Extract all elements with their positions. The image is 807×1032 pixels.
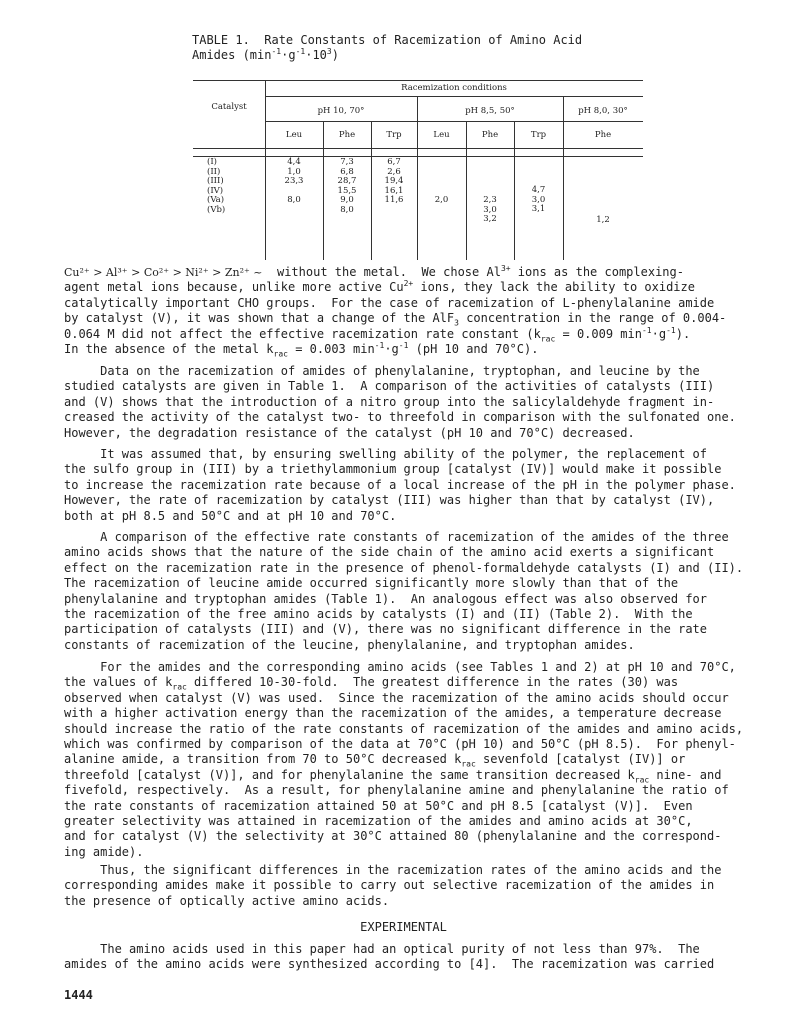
group-header-ph85: pH 8,5, 50° (465, 106, 515, 116)
rate-constants-table (193, 80, 643, 262)
paragraph-catalyst-data: Data on the racemization of amides of phenylalanine, tryptophan, and leucine by the studied catalysts are given in Table 1. A comparison of the activities of catalysts (III) and (V) shows that the introduction of a nitro group into the salicylaldehyde fragment in- creased the activity of the catalyst two- to threefold in comparison with the sulfonated one. However, the degradation resistance of the catalyst (pH 10 and 70°C) decreased. (64, 364, 736, 440)
paragraph-conclusion: Thus, the significant differences in the racemization rates of the amino acids and the corresponding amides make it possible to carry out selective racemization of the amides in the presence of optically active amino acids. (64, 863, 722, 908)
subheader-phe: Phe (481, 130, 499, 140)
subheader-phe: Phe (338, 130, 356, 140)
subheader-leu: Leu (433, 130, 450, 140)
paragraph-metal-ions: Cu²⁺ > Al³⁺ > Co²⁺ > Ni²⁺ > Zn²⁺ ~ without the metal. We chose $Al^{3+}$ ions as the complexing- agent metal ions because, unlike more active $Cu^{2+}$ ions, they lack the ability to oxidize catalytically important CHO groups. For the case of racemization of L-phenylalanine amide by catalyst (V), it was shown that a change of the AlF$_3$ concentration in the range of 0.004- 0.064 M did not affect the effective racemization rate constant ($k_{rac} = 0.009$ $\min^{-1}\cdot g^{-1}$). In the absence of the metal $k_{rac} = 0.003$ $\min^{-1}\cdot g^{-1}$ (pH 10 and 70°C). (64, 264, 727, 359)
column-phe-ph80: 1,2 (596, 215, 610, 225)
catalyst-label: (Va) (207, 195, 225, 205)
section-heading-experimental: EXPERIMENTAL (360, 920, 447, 934)
subheader-phe: Phe (594, 130, 612, 140)
paragraph-swelling: It was assumed that, by ensuring swelling ability of the polymer, the replacement of the sulfo group in (III) by a triethylammonium group [catalyst (IV)] would make it possible to increase the racemization rate because of a local increase of the pH in the polymer phase. However, the rate of racemization by catalyst (III) was higher than that by catalyst (IV), both at pH 8.5 and 50°C and at pH 10 and 70°C. (64, 447, 736, 523)
column-leu-ph85: 2,0 (434, 195, 449, 205)
catalyst-label: (Vb) (207, 204, 226, 215)
subheader-trp: Trp (386, 130, 402, 140)
column-leu-ph10: 4,4 1,0 23,3 8,0 (284, 157, 304, 205)
column-phe-ph85: 2,3 3,0 3,2 (483, 195, 497, 224)
caption-line-2: Amides $(\min^{-1}\cdot g^{-1}\cdot 10^3)$ (192, 47, 339, 62)
paragraph-experimental: The amino acids used in this paper had an optical purity of not less than 97%. The amides of the amino acids were synthesized according to [4]. The racemization was carried (64, 942, 715, 972)
paragraph-comparison: A comparison of the effective rate constants of racemization of the amides of the three amino acids shows that the nature of the side chain of the amino acid exerts a significant effect on the racemization rate in the presence of phenol-formaldehyde catalysts (I) and (II). The racemization of leucine amide occurred significantly more slowly than that of the phenylalanine and tryptophan amides (Table 1). An analogous effect was also observed for the racemization of the free amino acids by catalysts (I) and (II) (Table 2). With the participation of catalysts (III) and (V), there was no significant difference in the rate constants of racemization of the leucine, phenylalanine, and tryptophan amides. (64, 530, 744, 652)
spanner-header: Racemization conditions (401, 83, 507, 93)
catalyst-label: (I) (207, 157, 217, 167)
caption-line-1: TABLE 1. Rate Constants of Racemization of Amino Acid (192, 33, 583, 47)
column-phe-ph10: 7,3 6,8 28,7 15,5 9,0 8,0 (337, 157, 357, 215)
group-header-ph10: pH 10, 70° (317, 106, 365, 116)
catalyst-label: (II) (207, 166, 221, 177)
catalyst-column (207, 158, 225, 215)
paragraph-selectivity: For the amides and the corresponding amino acids (see Tables 1 and 2) at pH 10 and 70°C, the values of $k_{rac}$ differed 10-30-fold. The greatest difference in the rates (30) was observed when catalyst (V) was used. Since the racemization of the amino acids should occur with a higher activation energy than the racemization of the amides, a temperature decrease should increase the ratio of the rate constants of racemization of the amides and amino acids, which was confirmed by comparison of the data at 70°C (pH 10) and 50°C (pH 8.5). For phenyl- alanine amide, a transition from 70 to 50°C decreased $k_{rac}$ sevenfold [catalyst (IV)] or threefold [catalyst (V)], and for phenylalanine the same transition decreased $k_{rac}$ nine- and fivefold, respectively. As a result, for phenylalanine amine and phenylalanine the ratio of the rate constants of racemization attained 50 at 50°C and pH 8.5 [catalyst (V)]. Even greater selectivity was attained in racemization of the amides and amino acids at 30°C, and for catalyst (V) the selectivity at 30°C attained 80 (phenylalanine and the correspond- ing amide). (64, 660, 744, 859)
subheader-trp: Trp (530, 130, 547, 140)
catalyst-label: (III) (207, 176, 224, 186)
page-number: 1444 (64, 988, 93, 1002)
catalyst-label: (IV) (207, 185, 224, 196)
table-caption (192, 33, 712, 63)
stub-header: Catalyst (211, 102, 247, 112)
column-trp-ph85: 4,7 3,0 3,1 (531, 185, 546, 214)
subheader-leu: Leu (285, 130, 303, 140)
column-trp-ph10: 6,7 2,6 19,4 16,1 11,6 (384, 157, 404, 205)
group-header-ph80: pH 8,0, 30° (578, 106, 628, 116)
